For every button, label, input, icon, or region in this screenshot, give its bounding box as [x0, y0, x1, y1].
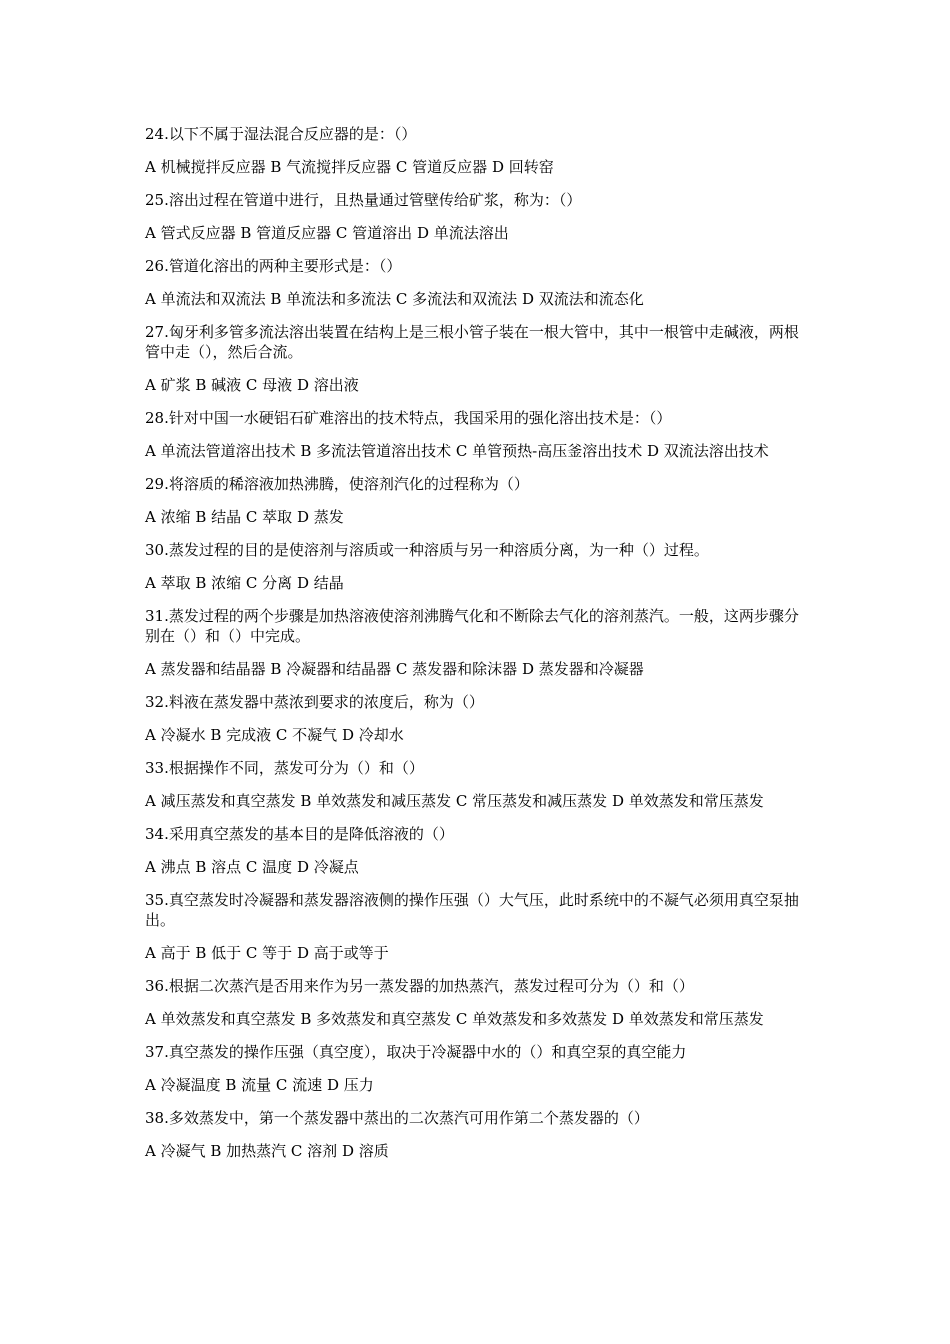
answer-options: A 沸点 B 溶点 C 温度 D 冷凝点 — [145, 858, 359, 876]
answer-options: A 单效蒸发和真空蒸发 B 多效蒸发和真空蒸发 C 单效蒸发和多效蒸发 D 单效蒸发和常压蒸发 — [145, 1010, 764, 1028]
question-text: 24.以下不属于湿法混合反应器的是：（） — [145, 125, 417, 143]
question-text: 33.根据操作不同，蒸发可分为（）和（） — [145, 759, 424, 777]
question-text: 31.蒸发过程的两个步骤是加热溶液使溶剂沸腾气化和不断除去气化的溶剂蒸汽。一般，这两步骤分别在（）和（）中完成。 — [145, 607, 799, 645]
answer-options: A 单流法管道溶出技术 B 多流法管道溶出技术 C 单管预热-高压釜溶出技术 D 双流法溶出技术 — [145, 442, 769, 460]
answer-options: A 管式反应器 B 管道反应器 C 管道溶出 D 单流法溶出 — [145, 224, 509, 242]
answer-options: A 高于 B 低于 C 等于 D 高于或等于 — [145, 944, 389, 962]
answer-options: A 蒸发器和结晶器 B 冷凝器和结晶器 C 蒸发器和除沫器 D 蒸发器和冷凝器 — [145, 660, 644, 678]
question-text: 28.针对中国一水硬铝石矿难溶出的技术特点，我国采用的强化溶出技术是：（） — [145, 409, 672, 427]
answer-options: A 矿浆 B 碱液 C 母液 D 溶出液 — [145, 376, 359, 394]
answer-options: A 减压蒸发和真空蒸发 B 单效蒸发和减压蒸发 C 常压蒸发和减压蒸发 D 单效蒸发和常压蒸发 — [145, 792, 764, 810]
question-text: 30.蒸发过程的目的是使溶剂与溶质或一种溶质与另一种溶质分离，为一种（）过程。 — [145, 541, 709, 559]
question-text: 26.管道化溶出的两种主要形式是：（） — [145, 257, 402, 275]
document-body — [145, 124, 810, 1174]
question-text: 27.匈牙利多管多流法溶出装置在结构上是三根小管子装在一根大管中，其中一根管中走碱液，两根管中走（），然后合流。 — [145, 323, 799, 361]
question-text: 36.根据二次蒸汽是否用来作为另一蒸发器的加热蒸汽，蒸发过程可分为（）和（） — [145, 977, 694, 995]
question-text: 37.真空蒸发的操作压强（真空度），取决于冷凝器中水的（）和真空泵的真空能力 — [145, 1043, 687, 1061]
question-text: 32.料液在蒸发器中蒸浓到要求的浓度后，称为（） — [145, 693, 484, 711]
question-text: 38.多效蒸发中，第一个蒸发器中蒸出的二次蒸汽可用作第二个蒸发器的（） — [145, 1109, 649, 1127]
answer-options: A 浓缩 B 结晶 C 萃取 D 蒸发 — [145, 508, 344, 526]
answer-options: A 冷凝温度 B 流量 C 流速 D 压力 — [145, 1076, 374, 1094]
answer-options: A 单流法和双流法 B 单流法和多流法 C 多流法和双流法 D 双流法和流态化 — [145, 290, 644, 308]
answer-options: A 机械搅拌反应器 B 气流搅拌反应器 C 管道反应器 D 回转窑 — [145, 158, 554, 176]
question-text: 25.溶出过程在管道中进行，且热量通过管壁传给矿浆，称为：（） — [145, 191, 582, 209]
question-text: 35.真空蒸发时冷凝器和蒸发器溶液侧的操作压强（）大气压，此时系统中的不凝气必须用真空泵抽出。 — [145, 891, 799, 929]
answer-options: A 萃取 B 浓缩 C 分离 D 结晶 — [145, 574, 344, 592]
question-text: 29.将溶质的稀溶液加热沸腾，使溶剂汽化的过程称为（） — [145, 475, 529, 493]
answer-options: A 冷凝水 B 完成液 C 不凝气 D 冷却水 — [145, 726, 404, 744]
answer-options: A 冷凝气 B 加热蒸汽 C 溶剂 D 溶质 — [145, 1142, 389, 1160]
question-text: 34.采用真空蒸发的基本目的是降低溶液的（） — [145, 825, 454, 843]
